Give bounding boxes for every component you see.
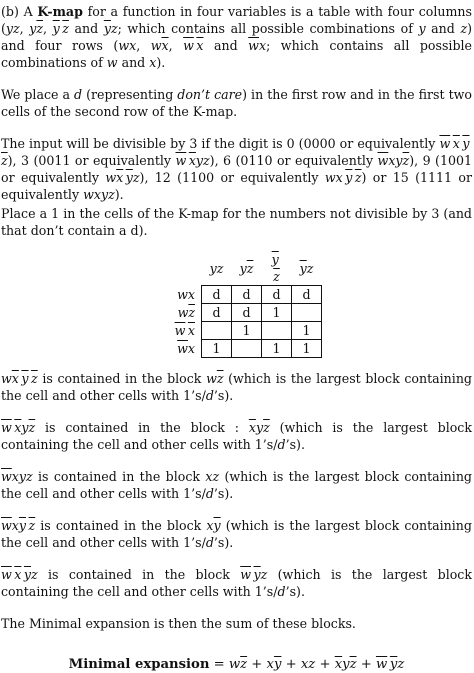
kmap-row-header: $\overline{w}x$	[177, 341, 195, 356]
kmap-col-header: $\overline{y}z$	[299, 260, 314, 276]
minimal-expansion-label: Minimal expansion	[68, 657, 210, 672]
kmap-table	[169, 251, 322, 358]
divisible-paragraph: The input will be divisible by 3 if the digit is 0 (0000 or equivalently $\overline{w}$ $\overline{x}$ $\overline{y}$ $\overline{z}$), 3 (0011 or equivalently $\overline{w}$ $\overline{x}yz$), 6 (0110 or equivalently $\overline{w}xy\overline{z}$), 9 (1001 or equivalently $w\overline{x}$ $\overline{y}z$), 12 (1100 or equivalently wx $\overline{y}$ $\overline{z}$) or 15 (1111 or equivalently wxyz).	[1, 136, 472, 202]
kmap-cell: 1	[262, 340, 292, 358]
kmap-col-header: $y\overline{z}$	[239, 260, 254, 276]
kmap-cell: d	[262, 286, 292, 304]
kmap-row	[169, 322, 322, 340]
kmap-cell: 1	[292, 340, 322, 358]
kmap-container	[19, 251, 472, 358]
kmap-cell: 1	[292, 322, 322, 340]
place-ones-paragraph: Place a 1 in the cells of the K-map for the numbers not divisible by 3 (and that don’t contain a d).	[1, 206, 472, 238]
intro-paragraph: (b) A K-map for a function in four variables is a table with four columns (yz, $y\overline{z}$, $\overline{y}$ $\overline{z}$ and $\overline{y}z$; which contains all possible combinations of y and z) and four rows (wx, $w\overline{x}$, $\overline{w}$ $\overline{x}$ and $\overline{w}x$; which contains all possible combinations of w and x).	[1, 4, 473, 70]
kmap-row	[169, 286, 322, 304]
kmap-col-header: $\overline{y}$ $\overline{z}$	[271, 252, 280, 284]
minimal-paragraph: The Minimal expansion is then the sum of these blocks.	[1, 616, 356, 631]
kmap-row-header: wx	[177, 287, 195, 302]
kmap-row-header: $\overline{w}$ $\overline{x}$	[174, 323, 195, 338]
block-paragraph-5: $\overline{w}$ $\overline{x}$ $\overline{y}z$ is contained in the block $\overline{w}$ $\overline{y}z$ (which is the largest block containing the cell and other cells with 1’s/d’s).	[1, 567, 472, 599]
kmap-cell	[262, 322, 292, 340]
part-label: (b)	[1, 4, 19, 19]
kmap-cell: d	[202, 286, 232, 304]
kmap-row	[169, 340, 322, 358]
kmap-cell	[202, 322, 232, 340]
dont-care-paragraph: We place a d (representing don’t care) in the first row and in the first two cells of the second row of the K-map.	[1, 87, 472, 119]
block-paragraph-2: $\overline{w}$ $\overline{x}y\overline{z}$ is contained in the block : $\overline{x}y\overline{z}$ (which is the largest block containing the cell and other cells with 1’s/d’s).	[1, 420, 472, 452]
kmap-row-header: $w\overline{z}$	[177, 305, 195, 320]
block-paragraph-1: $w\overline{x}$ $\overline{y}$ $\overline{z}$ is contained in the block $w\overline{z}$ (which is the largest block containing the cell and other cells with 1’s/d’s).	[1, 371, 472, 403]
kmap-col-header: yz	[209, 260, 224, 276]
block-paragraph-3: $\overline{w}xyz$ is contained in the block xz (which is the largest block containing the cell and other cells with 1’s/d’s).	[1, 469, 472, 501]
kmap-cell: d	[232, 286, 262, 304]
kmap-cell	[232, 340, 262, 358]
kmap-cell: d	[292, 286, 322, 304]
kmap-cell: d	[202, 304, 232, 322]
kmap-term: K-map	[37, 4, 83, 19]
kmap-row	[169, 304, 322, 322]
block-paragraph-4: $\overline{w}x\overline{y}$ $\overline{z}$ is contained in the block $x\overline{y}$ (which is the largest block containing the cell and other cells with 1’s/d’s).	[1, 518, 472, 550]
minimal-expansion-equation: Minimal expansion = $w\overline{z} + x\overline{y}$ + xz + $\overline{x}y\overline{z} + \overline{w}$ $\overline{y}z$	[68, 657, 405, 672]
kmap-cell: d	[232, 304, 262, 322]
kmap-cell: 1	[232, 322, 262, 340]
kmap-cell: 1	[262, 304, 292, 322]
kmap-cell: 1	[202, 340, 232, 358]
kmap-cell	[292, 304, 322, 322]
